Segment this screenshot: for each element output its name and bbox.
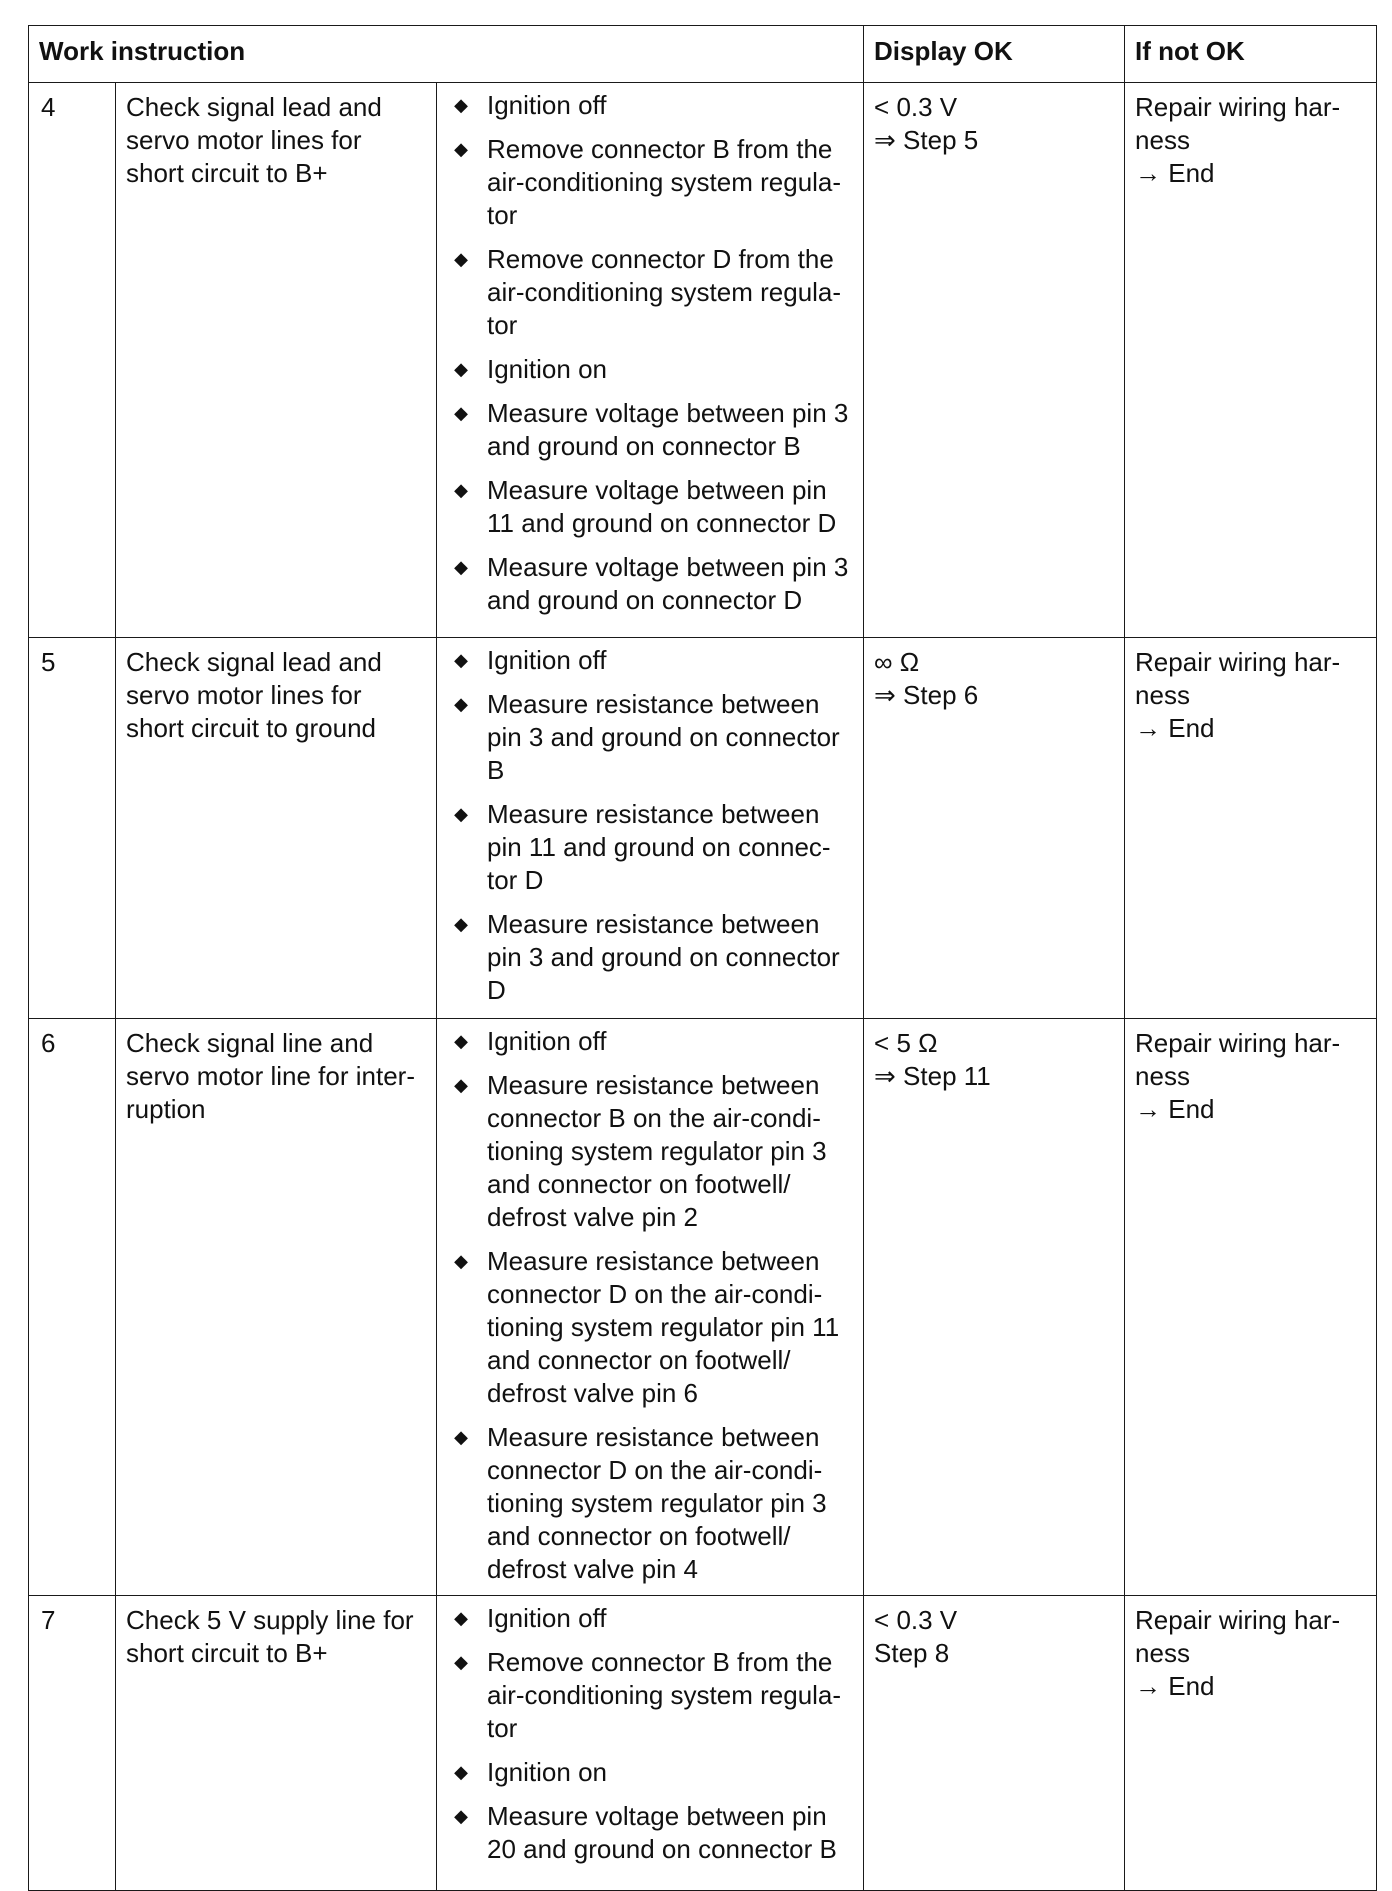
action-list bbox=[441, 1602, 857, 1866]
action-text: Ignition off bbox=[487, 90, 607, 120]
bullet-icon: ◆ bbox=[454, 1762, 468, 1782]
if-not-ok-line: ness bbox=[1135, 1061, 1190, 1091]
step-description: Check signal lead and servo motor lines for short circuit to ground bbox=[116, 638, 437, 1019]
if-not-ok-line: ness bbox=[1135, 680, 1190, 710]
display-ok-value: < 0.3 V bbox=[874, 92, 958, 122]
actions-cell bbox=[437, 83, 864, 638]
bullet-icon: ◆ bbox=[454, 95, 468, 115]
if-not-ok-cell bbox=[1125, 1596, 1377, 1891]
header-row bbox=[29, 26, 1377, 83]
action-text: Measure resistance between pin 11 and ground on connec-tor D bbox=[487, 799, 831, 895]
step-description: Check signal lead and servo motor lines for short circuit to B+ bbox=[116, 83, 437, 638]
step-number: 6 bbox=[29, 1019, 116, 1596]
action-item bbox=[441, 1025, 857, 1058]
action-item bbox=[441, 1646, 857, 1745]
step-number: 5 bbox=[29, 638, 116, 1019]
action-text: Ignition off bbox=[487, 1026, 607, 1056]
table-row bbox=[29, 1596, 1377, 1891]
if-not-ok-line: ness bbox=[1135, 1638, 1190, 1668]
bullet-icon: ◆ bbox=[454, 1075, 468, 1095]
display-ok-value: < 5 Ω bbox=[874, 1028, 938, 1058]
bullet-icon: ◆ bbox=[454, 1251, 468, 1271]
step-number: 4 bbox=[29, 83, 116, 638]
if-not-ok-cell bbox=[1125, 83, 1377, 638]
bullet-icon: ◆ bbox=[454, 804, 468, 824]
action-text: Measure resistance between pin 3 and ground on connector D bbox=[487, 909, 840, 1005]
header-display-ok: Display OK bbox=[864, 26, 1125, 83]
action-text: Measure resistance between connector D on the air-condi-tioning system regulator pin 3 and connector on footwell/ defrost valve pin 4 bbox=[487, 1422, 827, 1584]
action-item bbox=[441, 1602, 857, 1635]
step-description: Check signal line and servo motor line for inter-ruption bbox=[116, 1019, 437, 1596]
action-text: Ignition off bbox=[487, 1603, 607, 1633]
action-text: Remove connector B from the air-conditioning system regula-tor bbox=[487, 134, 842, 230]
if-not-ok-end: → End bbox=[1135, 1094, 1215, 1124]
action-text: Ignition off bbox=[487, 645, 607, 675]
bullet-icon: ◆ bbox=[454, 1652, 468, 1672]
action-text: Measure voltage between pin 3 and ground on connector D bbox=[487, 552, 849, 615]
header-if-not-ok: If not OK bbox=[1125, 26, 1377, 83]
table-row bbox=[29, 83, 1377, 638]
action-item bbox=[441, 1800, 857, 1866]
bullet-icon: ◆ bbox=[454, 480, 468, 500]
actions-cell bbox=[437, 1596, 864, 1891]
step-description: Check 5 V supply line for short circuit to B+ bbox=[116, 1596, 437, 1891]
action-item bbox=[441, 397, 857, 463]
header-work-instruction: Work instruction bbox=[29, 26, 864, 83]
display-ok-value: ∞ Ω bbox=[874, 647, 920, 677]
actions-cell bbox=[437, 1019, 864, 1596]
table-row bbox=[29, 1019, 1377, 1596]
action-text: Measure voltage between pin 11 and ground on connector D bbox=[487, 475, 837, 538]
bullet-icon: ◆ bbox=[454, 249, 468, 269]
table-row bbox=[29, 638, 1377, 1019]
if-not-ok-end: → End bbox=[1135, 713, 1215, 743]
action-text: Ignition on bbox=[487, 1757, 607, 1787]
if-not-ok-line: ness bbox=[1135, 125, 1190, 155]
if-not-ok-line: Repair wiring har- bbox=[1135, 1028, 1341, 1058]
action-item bbox=[441, 1069, 857, 1234]
action-text: Remove connector D from the air-conditioning system regula-tor bbox=[487, 244, 842, 340]
display-ok-cell bbox=[864, 83, 1125, 638]
display-ok-next-step: Step 8 bbox=[874, 1638, 950, 1668]
action-item bbox=[441, 688, 857, 787]
action-text: Measure resistance between connector D on the air-condi-tioning system regulator pin 11 and connector on footwell/ defrost valve pin 6 bbox=[487, 1246, 840, 1408]
action-item bbox=[441, 798, 857, 897]
if-not-ok-line: Repair wiring har- bbox=[1135, 92, 1341, 122]
action-text: Measure voltage between pin 20 and ground on connector B bbox=[487, 1801, 837, 1864]
action-item bbox=[441, 89, 857, 122]
action-text: Measure voltage between pin 3 and ground on connector B bbox=[487, 398, 849, 461]
action-item bbox=[441, 551, 857, 617]
step-number: 7 bbox=[29, 1596, 116, 1891]
bullet-icon: ◆ bbox=[454, 914, 468, 934]
action-item bbox=[441, 1756, 857, 1789]
bullet-icon: ◆ bbox=[454, 359, 468, 379]
bullet-icon: ◆ bbox=[454, 139, 468, 159]
action-item bbox=[441, 1421, 857, 1586]
action-item bbox=[441, 474, 857, 540]
display-ok-next-step: ⇒ Step 5 bbox=[874, 125, 979, 155]
action-item bbox=[441, 908, 857, 1007]
display-ok-cell bbox=[864, 1596, 1125, 1891]
if-not-ok-end: → End bbox=[1135, 1671, 1215, 1701]
if-not-ok-line: Repair wiring har- bbox=[1135, 647, 1341, 677]
bullet-icon: ◆ bbox=[454, 557, 468, 577]
action-text: Measure resistance between connector B on the air-condi-tioning system regulator pin 3 and connector on footwell/ defrost valve pin 2 bbox=[487, 1070, 827, 1232]
display-ok-next-step: ⇒ Step 11 bbox=[874, 1061, 991, 1091]
if-not-ok-end: → End bbox=[1135, 158, 1215, 188]
action-list bbox=[441, 644, 857, 1007]
bullet-icon: ◆ bbox=[454, 694, 468, 714]
display-ok-next-step: ⇒ Step 6 bbox=[874, 680, 979, 710]
if-not-ok-cell bbox=[1125, 1019, 1377, 1596]
bullet-icon: ◆ bbox=[454, 403, 468, 423]
action-item bbox=[441, 133, 857, 232]
action-item bbox=[441, 353, 857, 386]
bullet-icon: ◆ bbox=[454, 1427, 468, 1447]
action-list bbox=[441, 1025, 857, 1586]
if-not-ok-line: Repair wiring har- bbox=[1135, 1605, 1341, 1635]
display-ok-cell bbox=[864, 1019, 1125, 1596]
bullet-icon: ◆ bbox=[454, 1806, 468, 1826]
display-ok-cell bbox=[864, 638, 1125, 1019]
bullet-icon: ◆ bbox=[454, 1608, 468, 1628]
action-text: Measure resistance between pin 3 and ground on connector B bbox=[487, 689, 840, 785]
action-item bbox=[441, 644, 857, 677]
action-text: Ignition on bbox=[487, 354, 607, 384]
if-not-ok-cell bbox=[1125, 638, 1377, 1019]
action-item bbox=[441, 1245, 857, 1410]
work-instruction-table bbox=[28, 25, 1377, 1891]
action-item bbox=[441, 243, 857, 342]
bullet-icon: ◆ bbox=[454, 650, 468, 670]
action-text: Remove connector B from the air-conditioning system regula-tor bbox=[487, 1647, 842, 1743]
actions-cell bbox=[437, 638, 864, 1019]
action-list bbox=[441, 89, 857, 617]
bullet-icon: ◆ bbox=[454, 1031, 468, 1051]
display-ok-value: < 0.3 V bbox=[874, 1605, 958, 1635]
